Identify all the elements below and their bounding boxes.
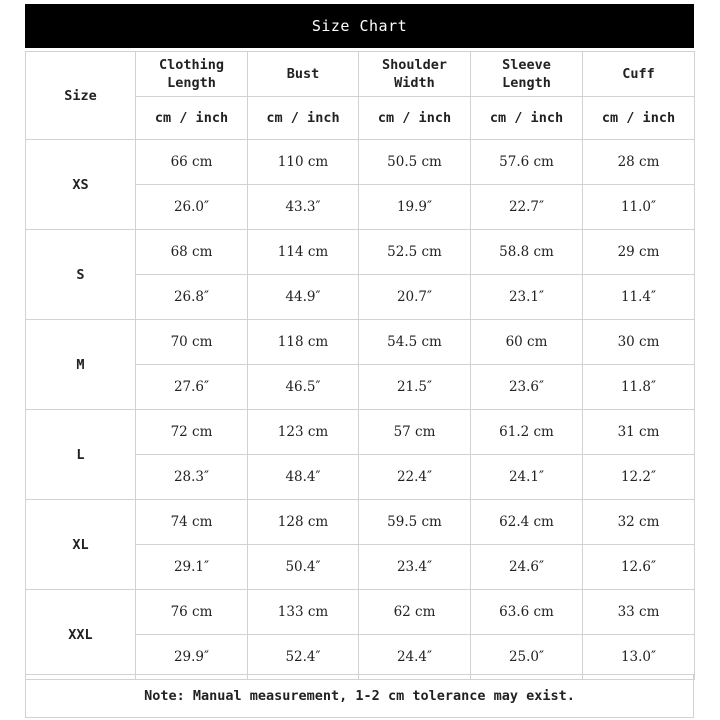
inch-value: 50.4″ — [248, 545, 359, 590]
unit-label: cm / inch — [136, 97, 248, 140]
cm-value: 62.4 cm — [471, 500, 583, 545]
cm-value: 76 cm — [136, 590, 248, 635]
cm-value: 110 cm — [248, 140, 359, 185]
inch-value: 21.5″ — [359, 365, 471, 410]
inch-value: 24.6″ — [471, 545, 583, 590]
size-table — [25, 51, 695, 680]
table-row — [26, 320, 695, 365]
header-row — [26, 52, 695, 97]
cm-value: 59.5 cm — [359, 500, 471, 545]
inch-value: 27.6″ — [136, 365, 248, 410]
header-bust — [248, 52, 359, 97]
header-label: Bust — [286, 66, 320, 82]
cm-value: 28 cm — [583, 140, 695, 185]
inch-value: 29.1″ — [136, 545, 248, 590]
cm-value: 62 cm — [359, 590, 471, 635]
inch-value: 44.9″ — [248, 275, 359, 320]
inch-value: 28.3″ — [136, 455, 248, 500]
measurement-note: Note: Manual measurement, 1-2 cm tolerance may exist. — [25, 674, 694, 718]
cm-value: 58.8 cm — [471, 230, 583, 275]
cm-value: 50.5 cm — [359, 140, 471, 185]
inch-value: 25.0″ — [471, 635, 583, 680]
inch-value: 22.4″ — [359, 455, 471, 500]
cm-value: 61.2 cm — [471, 410, 583, 455]
size-label: M — [26, 320, 136, 410]
cm-value: 60 cm — [471, 320, 583, 365]
cm-value: 70 cm — [136, 320, 248, 365]
cm-value: 128 cm — [248, 500, 359, 545]
table-row — [26, 500, 695, 545]
unit-label: cm / inch — [471, 97, 583, 140]
size-label: XL — [26, 500, 136, 590]
cm-value: 63.6 cm — [471, 590, 583, 635]
unit-label: cm / inch — [248, 97, 359, 140]
header-label: Clothing Length — [158, 57, 225, 91]
header-sleeve-length — [471, 52, 583, 97]
inch-value: 24.4″ — [359, 635, 471, 680]
inch-value: 12.2″ — [583, 455, 695, 500]
inch-value: 52.4″ — [248, 635, 359, 680]
table-row — [26, 590, 695, 635]
size-table-body — [26, 140, 695, 680]
unit-label: cm / inch — [583, 97, 695, 140]
size-label: S — [26, 230, 136, 320]
cm-value: 32 cm — [583, 500, 695, 545]
size-label: XXL — [26, 590, 136, 680]
inch-value: 26.8″ — [136, 275, 248, 320]
cm-value: 31 cm — [583, 410, 695, 455]
inch-value: 46.5″ — [248, 365, 359, 410]
unit-label: cm / inch — [359, 97, 471, 140]
header-label: Cuff — [622, 66, 655, 82]
inch-value: 11.4″ — [583, 275, 695, 320]
header-label: Shoulder Width — [381, 57, 448, 91]
cm-value: 123 cm — [248, 410, 359, 455]
inch-value: 23.6″ — [471, 365, 583, 410]
cm-value: 114 cm — [248, 230, 359, 275]
cm-value: 33 cm — [583, 590, 695, 635]
inch-value: 24.1″ — [471, 455, 583, 500]
table-row — [26, 230, 695, 275]
cm-value: 29 cm — [583, 230, 695, 275]
inch-value: 29.9″ — [136, 635, 248, 680]
inch-value: 12.6″ — [583, 545, 695, 590]
inch-value: 23.1″ — [471, 275, 583, 320]
inch-value: 48.4″ — [248, 455, 359, 500]
size-chart-sheet — [25, 4, 694, 716]
table-row — [26, 410, 695, 455]
inch-value: 43.3″ — [248, 185, 359, 230]
inch-value: 11.0″ — [583, 185, 695, 230]
inch-value: 13.0″ — [583, 635, 695, 680]
header-shoulder-width — [359, 52, 471, 97]
inch-value: 23.4″ — [359, 545, 471, 590]
header-label: Sleeve Length — [502, 57, 551, 91]
cm-value: 133 cm — [248, 590, 359, 635]
size-label: L — [26, 410, 136, 500]
inch-value: 20.7″ — [359, 275, 471, 320]
chart-title: Size Chart — [25, 4, 694, 48]
table-row — [26, 140, 695, 185]
cm-value: 74 cm — [136, 500, 248, 545]
cm-value: 54.5 cm — [359, 320, 471, 365]
cm-value: 57 cm — [359, 410, 471, 455]
header-clothing-length — [136, 52, 248, 97]
size-header: Size — [26, 52, 136, 140]
cm-value: 72 cm — [136, 410, 248, 455]
cm-value: 57.6 cm — [471, 140, 583, 185]
inch-value: 19.9″ — [359, 185, 471, 230]
cm-value: 66 cm — [136, 140, 248, 185]
size-label: XS — [26, 140, 136, 230]
cm-value: 68 cm — [136, 230, 248, 275]
inch-value: 22.7″ — [471, 185, 583, 230]
inch-value: 11.8″ — [583, 365, 695, 410]
header-cuff — [583, 52, 695, 97]
cm-value: 30 cm — [583, 320, 695, 365]
cm-value: 52.5 cm — [359, 230, 471, 275]
cm-value: 118 cm — [248, 320, 359, 365]
inch-value: 26.0″ — [136, 185, 248, 230]
